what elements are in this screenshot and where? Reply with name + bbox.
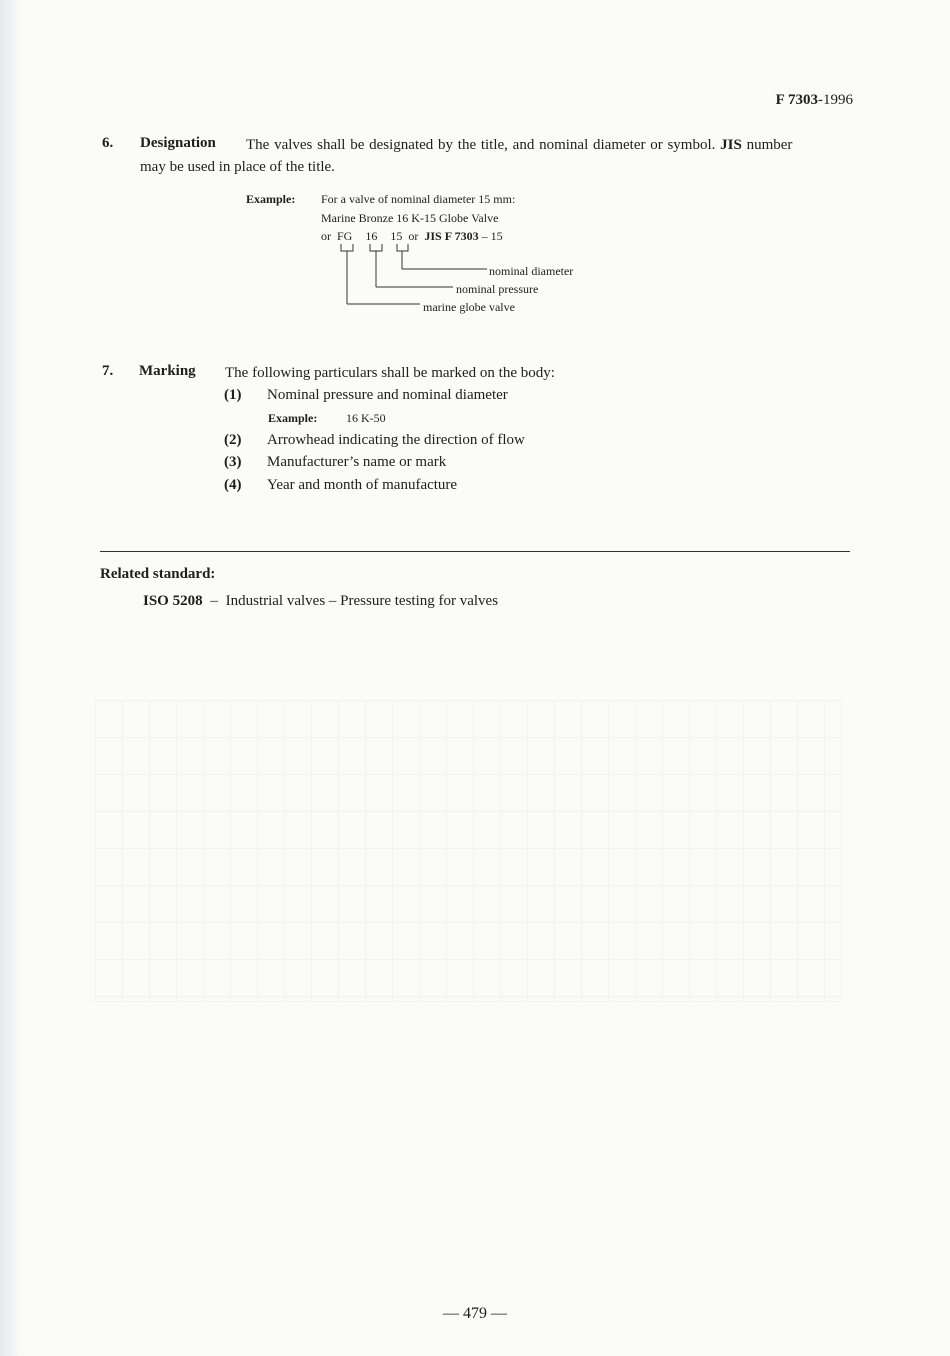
section6-title: Designation (140, 135, 216, 151)
jis-suffix: – 15 (481, 229, 503, 243)
page-number: — 479 — (443, 1305, 507, 1322)
marking-item-3-text: Manufacturer’s name or mark (267, 454, 447, 470)
or-2: or (408, 229, 419, 243)
or-1: or (321, 229, 331, 243)
example-line1: For a valve of nominal diameter 15 mm: (321, 192, 516, 206)
related-standard-line (143, 593, 498, 610)
related-std-dash: – (210, 593, 218, 609)
marking-item-4-num: (4) (224, 477, 242, 493)
doc-number: F 7303 (775, 92, 818, 108)
marking-example-label: Example: (268, 411, 318, 425)
section7-intro: The following particulars shall be marked on the body: (225, 365, 555, 381)
marking-item-4-text: Year and month of manufacture (267, 477, 458, 493)
section6-number: 6. (102, 135, 114, 151)
section7-number: 7. (102, 363, 114, 379)
marking-item-1-text: Nominal pressure and nominal diameter (267, 387, 508, 403)
related-std-number: ISO 5208 (143, 593, 203, 609)
annot-marine-globe-valve: marine globe valve (423, 300, 515, 314)
code-fg: FG (337, 229, 353, 243)
doc-year: -1996 (818, 92, 853, 108)
annot-nominal-diameter: nominal diameter (489, 264, 574, 278)
example-label: Example: (246, 192, 296, 206)
horizontal-rule (100, 551, 850, 552)
section6-jis: JIS (720, 137, 742, 153)
related-std-title: Industrial valves – Pressure testing for valves (225, 593, 499, 609)
annot-nominal-pressure: nominal pressure (456, 282, 539, 296)
section6-text-line1-main: The valves shall be designated by the title, and nominal diameter or symbol. (246, 137, 716, 153)
marking-item-1-num: (1) (224, 387, 242, 403)
related-heading: Related standard: (100, 566, 216, 582)
section6-text-line1-end: number (746, 137, 793, 153)
example-line2: Marine Bronze 16 K-15 Globe Valve (321, 211, 499, 225)
section6-text-line2: may be used in place of the title. (140, 159, 335, 175)
marking-item-2-text: Arrowhead indicating the direction of flow (267, 432, 525, 448)
code-16: 16 (365, 229, 378, 243)
jis-ref: JIS F 7303 (424, 229, 479, 243)
marking-item-2-num: (2) (224, 432, 242, 448)
marking-item-3-num: (3) (224, 454, 242, 470)
section7-title: Marking (139, 363, 196, 379)
marking-example-value: 16 K-50 (346, 411, 386, 425)
code-15: 15 (390, 229, 403, 243)
